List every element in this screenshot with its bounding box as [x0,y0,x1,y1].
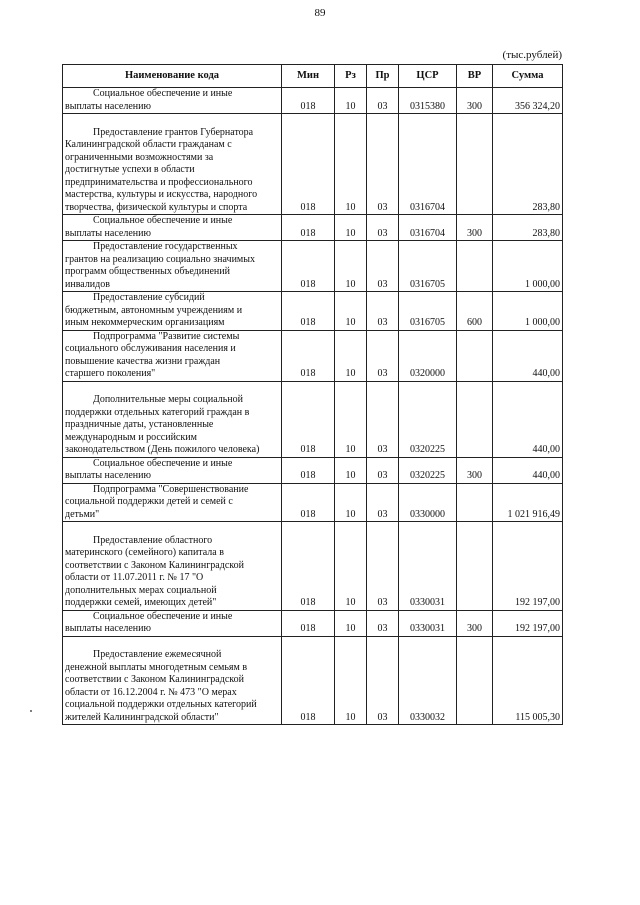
row-csr-cell: 0316705 [399,292,457,331]
row-name-line [65,152,279,165]
row-name-text: ограниченными возможностями за [65,151,214,163]
row-name-text: социальной поддержки детей и семей с [65,496,233,507]
table-row [63,483,563,522]
row-name-text: социального обслуживания населения и [65,343,236,354]
row-name-cell [63,292,282,331]
row-name-text: творчества, физической культуры и спорта [65,201,248,213]
row-name-text: предпринимательства и профессионального [65,176,253,188]
row-vr-cell [457,330,493,381]
row-name-line [65,343,279,356]
row-name-line [65,687,279,700]
row-name-line [65,560,279,573]
row-name-cell [63,88,282,114]
row-name-text: грантов на реализацию социально значимых [65,253,255,265]
row-name-text: соответствии с Законом Калининградской [65,559,244,571]
row-sum-cell: 440,00 [493,330,563,381]
row-rz-cell: 10 [335,215,367,241]
row-name-line [65,611,279,624]
row-rz-cell: 10 [335,88,367,114]
row-vr-cell [457,483,493,522]
row-pr-cell: 03 [367,483,399,522]
row-csr-cell: 0316704 [399,114,457,215]
row-name-line [65,215,279,228]
row-csr-cell: 0330000 [399,483,457,522]
row-name-cell [63,381,282,457]
row-name-text: программ общественных объединений [65,266,230,277]
row-name-line [65,699,279,712]
row-csr-cell: 0320225 [399,381,457,457]
row-name-text: денежной выплаты многодетным семьям в [65,661,248,673]
row-vr-cell: 300 [457,457,493,483]
budget-table [62,64,563,725]
row-sum-cell: 356 324,20 [493,88,563,114]
row-vr-cell: 300 [457,215,493,241]
row-name-line [65,649,279,662]
row-name-text: соответствии с Законом Калининградской [65,674,244,685]
row-pr-cell: 03 [367,241,399,292]
row-name-line [65,637,279,650]
row-name-text: повышение качества жизни граждан [65,355,221,367]
row-csr-cell: 0316705 [399,241,457,292]
row-vr-cell [457,636,493,725]
table-body [63,88,563,725]
row-name-text: выплаты населению [65,100,151,112]
row-name-text: жителей Калининградской области" [65,711,219,723]
row-sum-cell: 1 000,00 [493,292,563,331]
row-name-line [65,331,279,344]
row-vr-cell [457,241,493,292]
row-vr-cell: 300 [457,88,493,114]
row-rz-cell: 10 [335,381,367,457]
row-name-text: бюджетным, автономным учреждениям и [65,304,243,316]
header-vr: ВР [457,65,493,88]
row-name-text: материнского (семейного) капитала в [65,547,224,558]
row-name-text: Социальное обеспечение и иные [93,88,233,99]
row-pr-cell: 03 [367,292,399,331]
row-name-cell [63,457,282,483]
row-name-text: Предоставление грантов Губернатора [93,126,254,138]
row-name-cell [63,522,282,611]
row-name-line [65,419,279,432]
row-min-cell: 018 [282,114,335,215]
row-name-line [65,674,279,687]
row-name-line [65,394,279,407]
row-name-text: выплаты населению [65,623,151,634]
table-row [63,457,563,483]
row-csr-cell: 0330031 [399,522,457,611]
row-name-line [65,88,279,101]
row-sum-cell: 1 021 916,49 [493,483,563,522]
row-name-line [65,127,279,140]
row-name-line [65,407,279,420]
row-min-cell: 018 [282,522,335,611]
row-name-text: мастерства, культуры и искусства, народного [65,189,258,200]
row-name-line [65,305,279,318]
row-name-text: старшего поколения" [65,368,156,379]
row-pr-cell: 03 [367,215,399,241]
row-rz-cell: 10 [335,522,367,611]
row-name-line [65,522,279,535]
row-name-cell [63,114,282,215]
row-name-line [65,164,279,177]
row-csr-cell: 0315380 [399,88,457,114]
row-name-text: Подпрограмма "Развитие системы [93,330,240,342]
row-min-cell: 018 [282,292,335,331]
row-vr-cell [457,522,493,611]
row-vr-cell [457,114,493,215]
row-name-text: Подпрограмма "Совершенствование [93,483,249,495]
row-name-line [65,317,279,330]
row-pr-cell: 03 [367,114,399,215]
row-name-text: выплаты населению [65,470,151,481]
row-name-line [65,535,279,548]
row-rz-cell: 10 [335,636,367,725]
table-header-row [63,65,563,88]
row-name-text: достигнутые успехи в области [65,164,195,175]
table-row [63,215,563,241]
row-name-text: области от 16.12.2004 г. № 473 "О мерах [65,686,237,698]
row-name-text: Предоставление субсидий [93,292,205,303]
table-row [63,241,563,292]
table-row [63,114,563,215]
row-name-text: поддержки семей, имеющих детей" [65,597,217,608]
row-name-text: поддержки отдельных категорий граждан в [65,406,250,418]
row-name-line [65,356,279,369]
row-name-line [65,623,279,636]
row-pr-cell: 03 [367,330,399,381]
table-row [63,330,563,381]
header-pr: Пр [367,65,399,88]
header-rz: Рз [335,65,367,88]
row-vr-cell: 300 [457,610,493,636]
row-name-text: Социальное обеспечение и иные [93,457,233,469]
row-vr-cell: 600 [457,292,493,331]
row-name-cell [63,636,282,725]
row-pr-cell: 03 [367,636,399,725]
row-name-line [65,432,279,445]
row-csr-cell: 0320000 [399,330,457,381]
row-name-line [65,458,279,471]
row-sum-cell: 192 197,00 [493,610,563,636]
row-name-text: выплаты населению [65,227,151,239]
row-name-line [65,202,279,215]
row-name-line [65,139,279,152]
row-min-cell: 018 [282,241,335,292]
table-row [63,522,563,611]
row-name-text: праздничные даты, установленные [65,419,214,430]
row-min-cell: 018 [282,483,335,522]
row-pr-cell: 03 [367,457,399,483]
row-min-cell: 018 [282,457,335,483]
row-rz-cell: 10 [335,292,367,331]
row-name-text: Дополнительные меры социальной [93,394,244,405]
row-sum-cell: 283,80 [493,215,563,241]
row-name-cell [63,610,282,636]
row-min-cell: 018 [282,330,335,381]
row-name-line [65,189,279,202]
row-pr-cell: 03 [367,381,399,457]
row-name-text: социальной поддержки отдельных категорий [65,699,257,710]
row-name-cell [63,241,282,292]
row-name-text: дополнительных мерах социальной [65,584,217,596]
table-row [63,610,563,636]
row-name-line [65,585,279,598]
row-name-text: области от 11.07.2011 г. № 17 "О [65,572,204,583]
row-name-text: Социальное обеспечение и иные [93,610,233,622]
row-sum-cell: 192 197,00 [493,522,563,611]
row-sum-cell: 440,00 [493,381,563,457]
row-name-line [65,662,279,675]
header-csr: ЦСР [399,65,457,88]
row-name-cell [63,215,282,241]
row-name-line [65,368,279,381]
row-csr-cell: 0320225 [399,457,457,483]
row-name-text: Социальное обеспечение и иные [93,215,233,226]
table-row [63,381,563,457]
page-number: 89 [314,7,326,19]
scan-speck [30,710,32,712]
row-name-line [65,292,279,305]
row-name-cell [63,330,282,381]
row-csr-cell: 0330032 [399,636,457,725]
row-name-line [65,101,279,114]
row-name-text: иным некоммерческим организациям [65,317,225,328]
row-name-line [65,177,279,190]
row-name-text: законодательством (День пожилого человека) [65,444,260,455]
table-row [63,88,563,114]
row-name-line [65,254,279,267]
table-row [63,292,563,331]
row-name-line [65,597,279,610]
row-pr-cell: 03 [367,522,399,611]
row-sum-cell: 115 005,30 [493,636,563,725]
units-caption: (тыс.рублей) [502,49,562,61]
header-sum: Сумма [493,65,563,88]
row-name-line [65,496,279,509]
row-name-text: международным и российским [65,431,197,443]
row-name-line [65,484,279,497]
row-vr-cell [457,381,493,457]
row-name-line [65,547,279,560]
row-min-cell: 018 [282,381,335,457]
row-min-cell: 018 [282,88,335,114]
row-rz-cell: 10 [335,457,367,483]
row-min-cell: 018 [282,610,335,636]
row-sum-cell: 440,00 [493,457,563,483]
header-name: Наименование кода [63,65,282,88]
row-rz-cell: 10 [335,330,367,381]
row-name-text: Предоставление государственных [93,241,238,252]
row-name-line [65,712,279,725]
row-name-line [65,241,279,254]
row-name-text: Калининградской области гражданам с [65,139,232,150]
row-rz-cell: 10 [335,483,367,522]
row-name-text: Предоставление областного [93,534,213,546]
row-rz-cell: 10 [335,610,367,636]
row-name-line [65,444,279,457]
row-name-text: инвалидов [65,278,110,290]
row-name-text: детьми" [65,508,100,520]
row-csr-cell: 0330031 [399,610,457,636]
row-sum-cell: 1 000,00 [493,241,563,292]
header-min: Мин [282,65,335,88]
row-name-line [65,509,279,522]
row-name-line [65,572,279,585]
table-row [63,636,563,725]
row-min-cell: 018 [282,215,335,241]
row-csr-cell: 0316704 [399,215,457,241]
row-name-text: Предоставление ежемесячной [93,649,222,660]
row-name-line [65,470,279,483]
row-name-line [65,228,279,241]
row-name-line [65,279,279,292]
row-rz-cell: 10 [335,114,367,215]
row-min-cell: 018 [282,636,335,725]
row-pr-cell: 03 [367,610,399,636]
row-name-line [65,382,279,395]
row-rz-cell: 10 [335,241,367,292]
row-name-cell [63,483,282,522]
row-pr-cell: 03 [367,88,399,114]
row-sum-cell: 283,80 [493,114,563,215]
row-name-line [65,114,279,127]
row-name-line [65,266,279,279]
